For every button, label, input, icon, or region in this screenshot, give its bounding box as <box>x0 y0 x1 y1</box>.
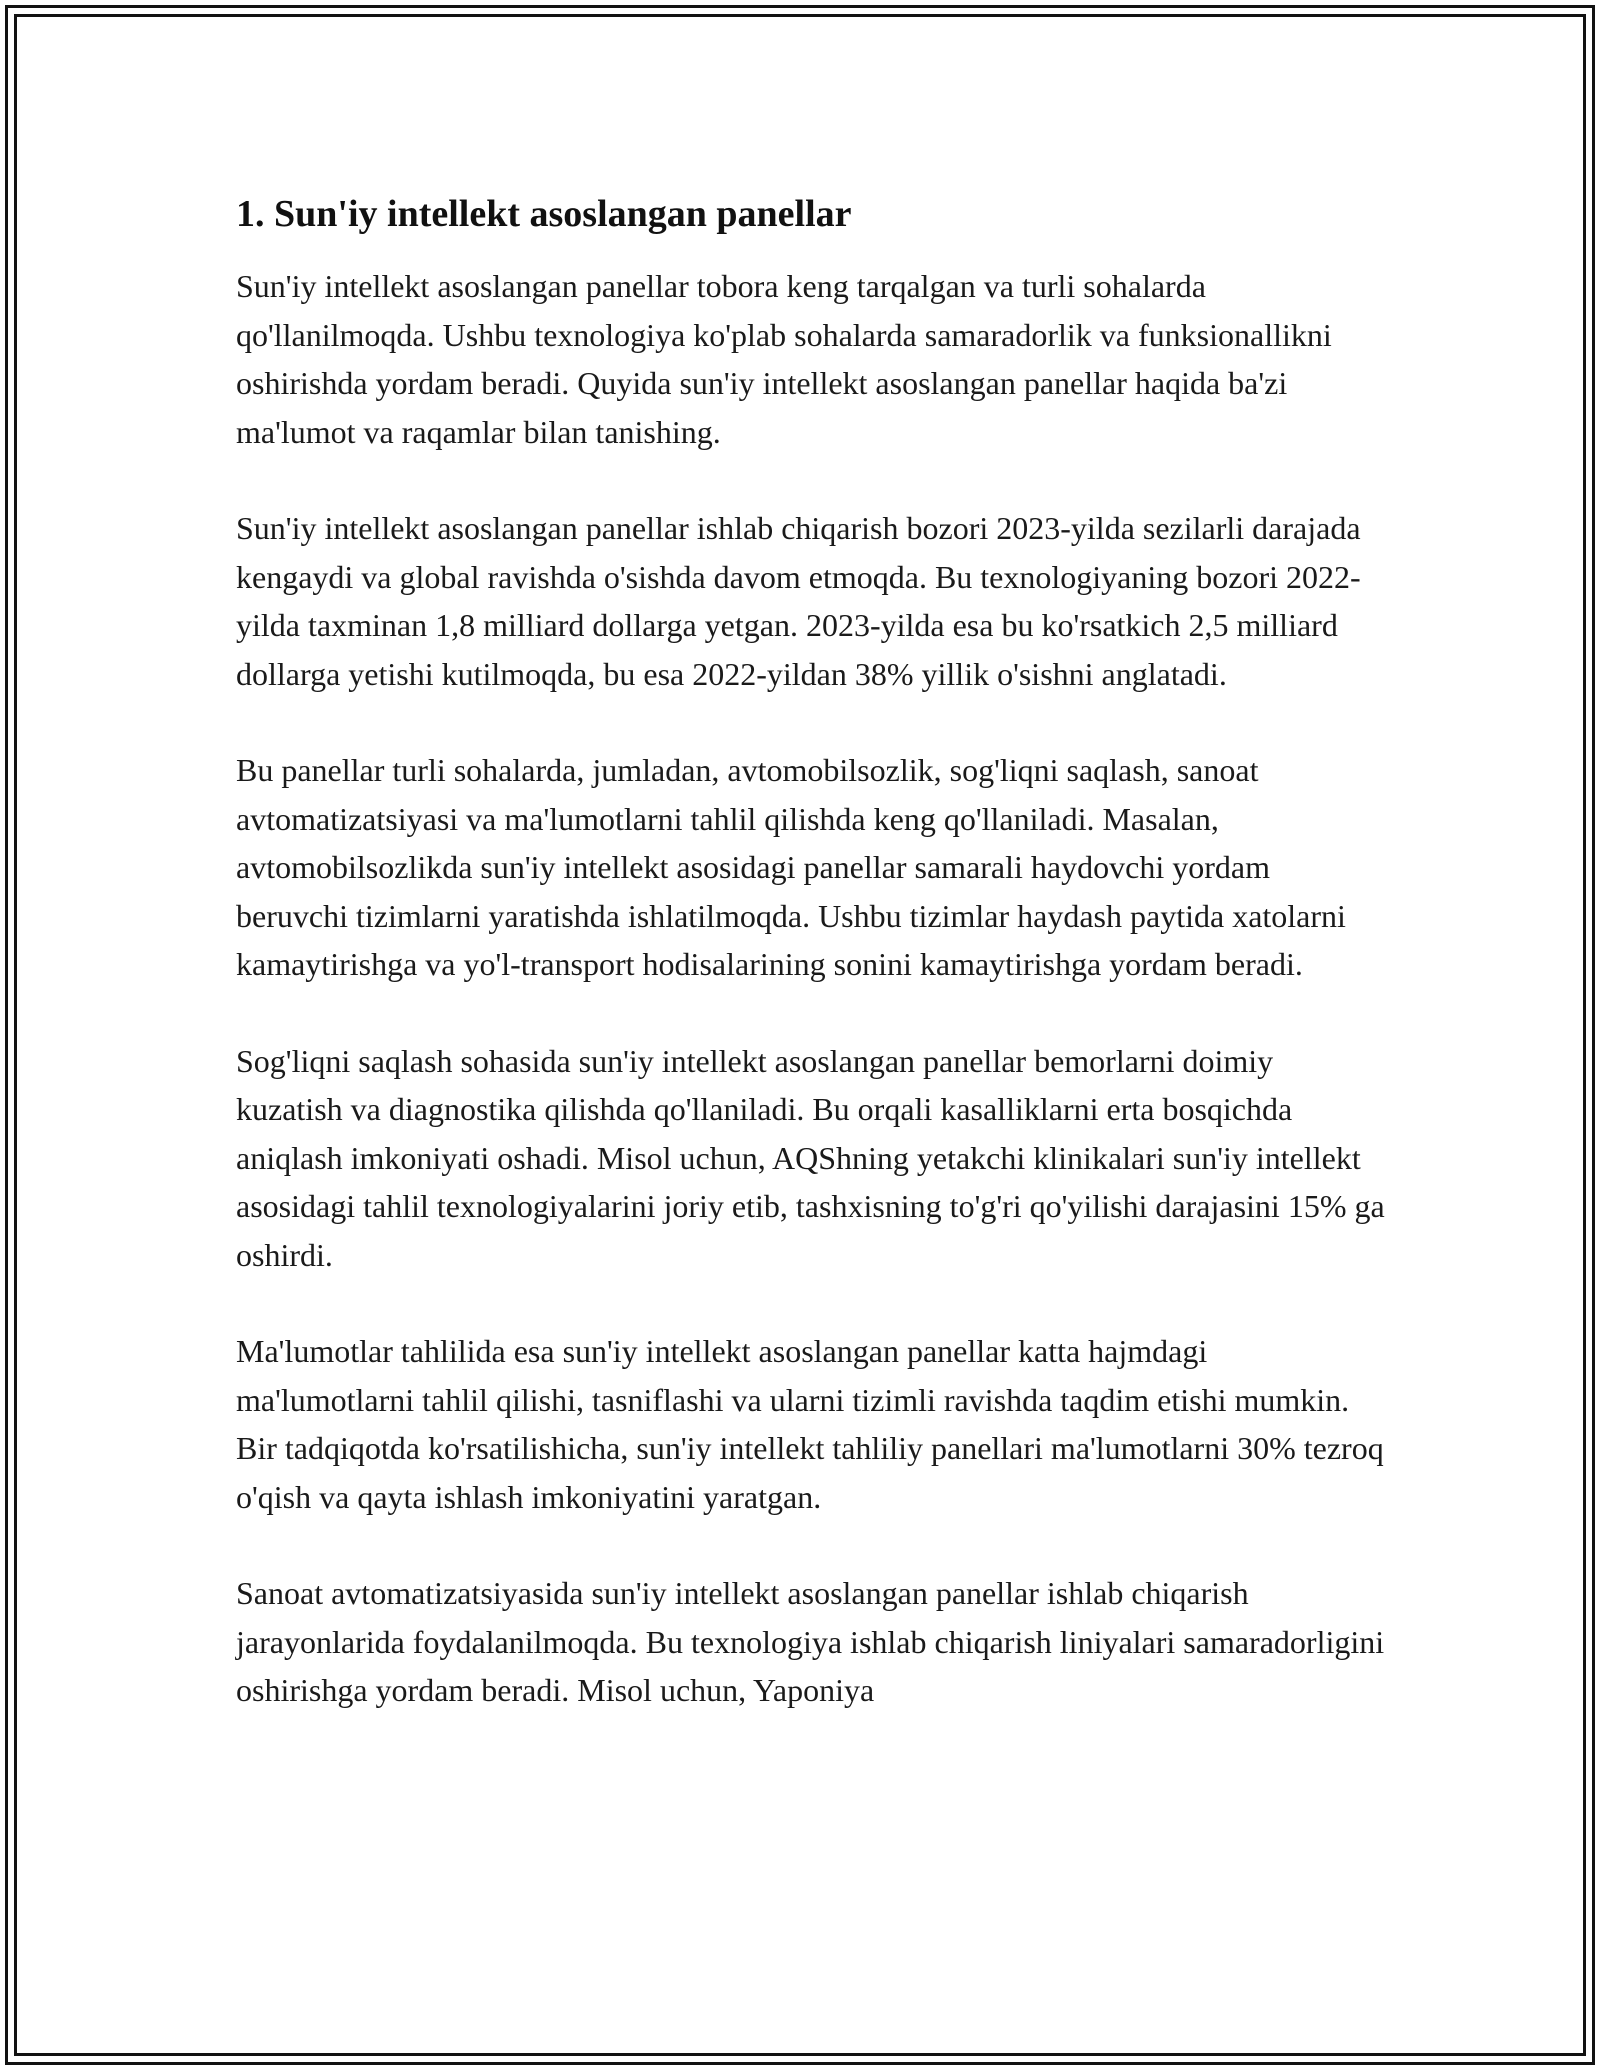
document-body <box>236 188 1386 1763</box>
paragraph-market: Sun'iy intellekt asoslangan panellar ishlab chiqarish bozori 2023-yilda sezilarli darajada kengaydi va global ravishda o'sishda davom etmoqda. Bu texnologiyaning bozori 2022-yilda taxminan 1,8 milliard dollarga yetgan. 2023-yilda esa bu ko'rsatkich 2,5 milliard dollarga yetishi kutilmoqda, bu esa 2022-yildan 38% yillik o'sishni anglatadi. <box>236 510 1361 692</box>
paragraph-data-analysis: Ma'lumotlar tahlilida esa sun'iy intellekt asoslangan panellar katta hajmdagi ma'lumotlarni tahlil qilishi, tasniflashi va ularni tizimli ravishda taqdim etishi mumkin. Bir tadqiqotda ko'rsatilishicha, sun'iy intellekt tahliliy panellari ma'lumotlarni 30% tezroq o'qish va qayta ishlash imkoniyatini yaratgan. <box>236 1333 1384 1515</box>
paragraph-industrial-automation: Sanoat avtomatizatsiyasida sun'iy intellekt asoslangan panellar ishlab chiqarish jarayonlarida foydalanilmoqda. Bu texnologiya ishlab chiqarish liniyalari samaradorligini oshirishga yordam beradi. Misol uchun, Yaponiya <box>236 1575 1385 1708</box>
paragraph-applications: Bu panellar turli sohalarda, jumladan, avtomobilsozlik, sog'liqni saqlash, sanoat avtomatizatsiyasi va ma'lumotlarni tahlil qilishda keng qo'llaniladi. Masalan, avtomobilsozlikda sun'iy intellekt asosidagi panellar samarali haydovchi yordam beruvchi tizimlarni yaratishda ishlatilmoqda. Ushbu tizimlar haydash paytida xatolarni kamaytirishga va yo'l-transport hodisalarining sonini kamaytirishga yordam beradi. <box>236 752 1346 982</box>
section-heading: 1. Sun'iy intellekt asoslangan panellar <box>236 193 852 235</box>
paragraph-healthcare: Sog'liqni saqlash sohasida sun'iy intellekt asoslangan panellar bemorlarni doimiy kuzatish va diagnostika qilishda qo'llaniladi. Bu orqali kasalliklarni erta bosqichda aniqlash imkoniyati oshadi. Misol uchun, AQShning yetakchi klinikalari sun'iy intellekt asosidagi tahlil texnologiyalarini joriy etib, tashxisning to'g'ri qo'yilishi darajasini 15% ga oshirdi. <box>236 1042 1385 1273</box>
paragraph-intro: Sun'iy intellekt asoslangan panellar tobora keng tarqalgan va turli sohalarda qo'llanilmoqda. Ushbu texnologiya ko'plab sohalarda samaradorlik va funksionallikni oshirishda yordam beradi. Quyida sun'iy intellekt asoslangan panellar haqida ba'zi ma'lumot va raqamlar bilan tanishing. <box>236 268 1332 450</box>
